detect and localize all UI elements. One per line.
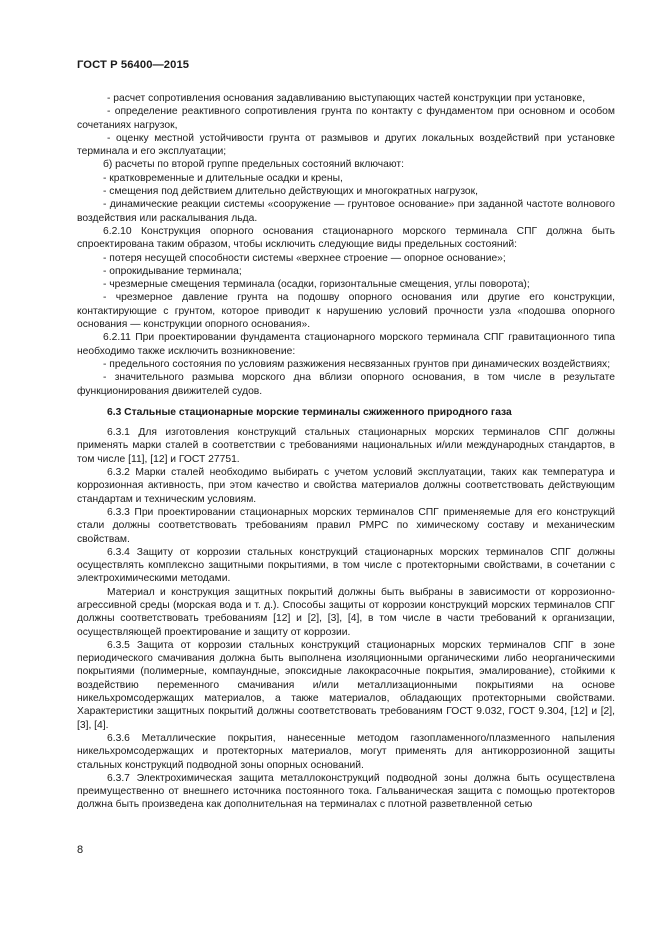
page-number: 8 (77, 844, 84, 856)
paragraph: - чрезмерные смещения терминала (осадки, горизонтальные смещения, углы поворота); (103, 279, 530, 291)
paragraph: б) расчеты по второй группе предельных состояний включают: (103, 159, 404, 171)
paragraph: - оценку местной устойчивости грунта от размывов и других локальных воздействий при установке терминала и его эксплуатации; (77, 132, 615, 158)
paragraph: - смещения под действием длительно действующих и многократных нагрузок, (103, 186, 479, 198)
paragraph: 6.3.6 Металлические покрытия, нанесенные методом газопламенного/плазменного напыления никельхромсодержащих и протекторных материалов, могут применять для антикоррозионной защиты стальных конструкций подводной зоны опорных оснований. (77, 732, 615, 771)
paragraph: - чрезмерное давление грунта на подошву опорного основания или другие его конструкции, контактирующие с грунтом, которое приводит к нарушению условий прочности узла «подошва опорного основания — конструкции опорного основания». (77, 292, 615, 331)
paragraph: 6.2.11 При проектировании фундамента стационарного морского терминала СПГ гравитационного типа необходимо также исключить возникновение: (77, 332, 615, 357)
paragraph: Материал и конструкция защитных покрытий должны быть выбраны в зависимости от коррозионно-агрессивной среды (морская вода и т. д.). Способы защиты от коррозии конструкций морских терминалов СПГ должны соответствовать требованиям [12] и [2], [3], [4], в том числе в части требований к организации, осуществляющей проектирование и защиту от коррозии. (77, 586, 615, 638)
section-title: 6.3 Стальные стационарные морские терминалы сжиженного природного газа (107, 406, 512, 418)
paragraph: 6.3.5 Защита от коррозии стальных конструкций стационарных морских терминалов СПГ в зоне периодического смачивания должна быть выполнена изоляционными органическими либо неорганическими покрытиями (полимерные, компаундные, эпоксидные лакокрасочные покрытия, эмалирование), стойкими к воздействию переменного смачивания и/или металлизационными покрытиями на основе никельхромсодержащих материалов, а также материалов, обладающих протекторными свойствами. Характеристики защитных покрытий должны соответствовать требованиям ГОСТ 9.032, ГОСТ 9.304, [12] и [2], [3], [4]. (77, 639, 615, 731)
paragraph: - опрокидывание терминала; (103, 265, 242, 277)
paragraph: 6.3.4 Защиту от коррозии стальных конструкций стационарных морских терминалов СПГ должны осуществлять комплексно защитными покрытиями, в том числе с протекторными свойствами, в сочетании с электрохимическими методами. (77, 546, 615, 585)
document-header: ГОСТ Р 56400—2015 (77, 59, 190, 71)
paragraph: 6.3.1 Для изготовления конструкций стальных стационарных морских терминалов СПГ должны применять марки сталей в соответствии с требованиями национальных и/или международных стандартов, в том числе [11], [12] и ГОСТ 27751. (77, 427, 615, 465)
paragraph: - расчет сопротивления основания задавливанию выступающих частей конструкции при установке, (107, 93, 586, 104)
paragraph: 6.3.2 Марки сталей необходимо выбирать с учетом условий эксплуатации, таких как температура и коррозионная активность, при этом качество и свойства материалов должны соответствовать действующим стандартам и техническим условиям. (77, 467, 615, 505)
paragraph: 6.3.3 При проектировании стационарных морских терминалов СПГ применяемые для его конструкций стали должны соответствовать требованиям правил РМРС по химическому составу и механическим свойствам. (77, 506, 615, 545)
document-body (77, 92, 615, 812)
paragraph: - определение реактивного сопротивления грунта по контакту с фундаментом при основном и особом сочетаниях нагрузок, (77, 106, 615, 131)
paragraph: 6.3.7 Электрохимическая защита металлоконструкций подводной зоны должна быть осуществлена преимущественно от внешнего источника постоянного тока. Гальваническая защита с помощью протекторов должна быть произведена как дополнительная на терминалах с плотной разветвленной сетью (77, 772, 615, 811)
paragraph: 6.2.10 Конструкция опорного основания стационарного морского терминала СПГ должна быть спроектирована таким образом, чтобы исключить следующие виды предельных состояний: (77, 225, 615, 251)
paragraph: - значительного размыва морского дна вблизи опорного основания, в том числе в результате функционирования движителей судов. (77, 372, 615, 397)
paragraph: - предельного состояния по условиям разжижения несвязанных грунтов при динамических воздействиях; (103, 358, 611, 370)
paragraph: - динамические реакции системы «сооружение — грунтовое основание» при заданной частоте волнового воздействия или раскалывания льда. (77, 199, 615, 224)
paragraph: - кратковременные и длительные осадки и крены, (103, 172, 343, 184)
paragraph: - потеря несущей способности системы «верхнее строение — опорное основание»; (103, 252, 506, 264)
